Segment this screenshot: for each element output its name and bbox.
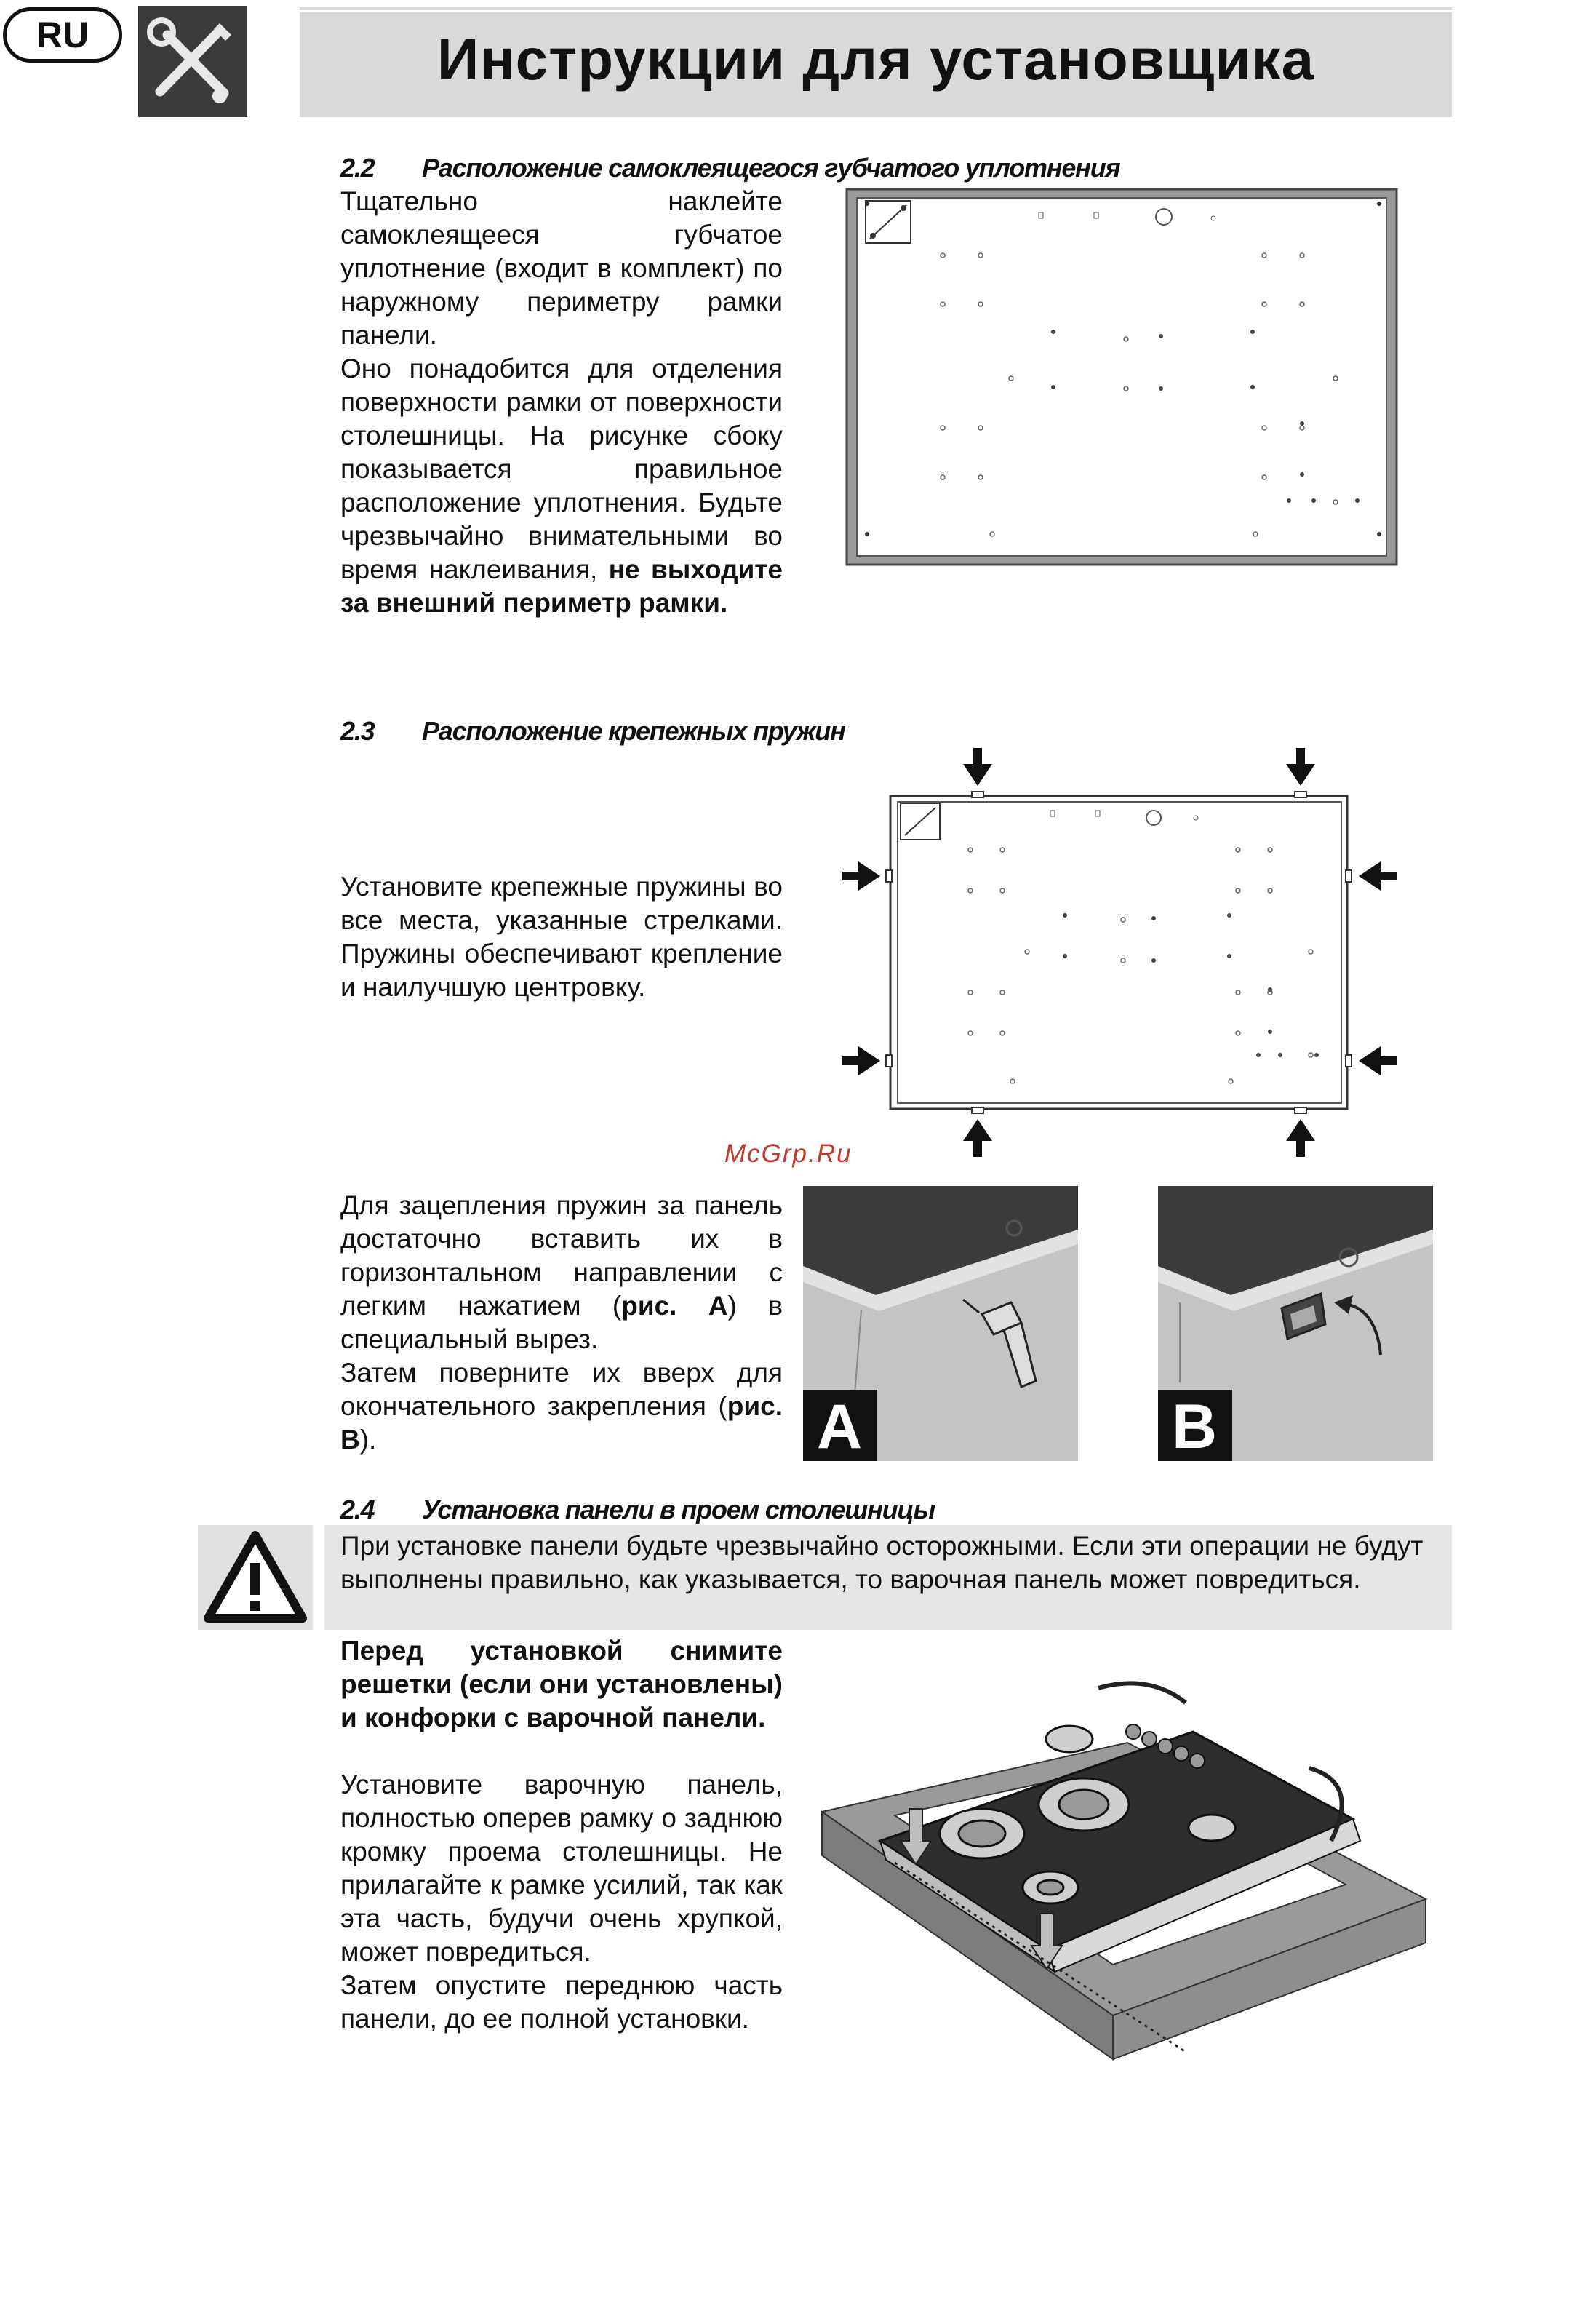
arrow-down-icon	[963, 748, 992, 786]
paragraph: Установите варочную панель, полностью оперев рамку о заднюю кромку проема столешницы. Не прилагайте к рамке усилий, так как эта часть, будучи очень хрупкой, может повредиться.	[340, 1770, 783, 1967]
arrow-left-icon	[1359, 1046, 1397, 1075]
paragraph: Оно понадобится для отделения поверхности рамки от поверхности столешницы. На рисунке сбоку показывается правильное расположение уплотнения. Будьте чрезвычайно внимательными во время наклеивания, не выходите за внешний периметр рамки.	[340, 354, 783, 618]
springs-frame-diagram	[841, 745, 1401, 1158]
section-heading-2-2	[340, 153, 1432, 183]
warning-icon-box	[198, 1525, 313, 1630]
figure-reference: рис. A	[621, 1291, 728, 1321]
paragraph: Тщательно наклейте самоклеящееся губчатое уплотнение (входит в комплект) по наружному периметру рамки панели.	[340, 186, 783, 350]
paragraph: Затем опустите переднюю часть панели, до ее полной установки.	[340, 1970, 783, 2034]
photo-a	[803, 1186, 1078, 1461]
paragraph: Для зацепления пружин за панель достаточно вставить их в горизонтальном направлении с легким нажатием (рис. A) в специальный вырез.	[340, 1190, 783, 1354]
gasket-frame-diagram	[844, 186, 1401, 569]
page-title: Инструкции для установщика	[436, 27, 1315, 92]
paragraph: Затем поверните их вверх для окончательного закрепления (рис. B).	[340, 1358, 783, 1455]
section-number: 2.3	[340, 716, 375, 746]
paragraph: Установите крепежные пружины во все места, указанные стрелками. Пружины обеспечивают крепление и наилучшую центровку.	[340, 872, 783, 1002]
header-bar	[300, 7, 1452, 117]
photo-b-label: B	[1171, 1392, 1218, 1461]
language-badge	[3, 7, 122, 63]
bold-warning-text: не выходите за внешний периметр рамки.	[340, 554, 783, 618]
warning-icon	[198, 1525, 313, 1630]
photo-a-label: A	[816, 1392, 863, 1461]
section-title: Расположение крепежных пружин	[422, 716, 845, 746]
bold-note: Перед установкой снимите решетки (если они установлены) и конфорки с варочной панели.	[340, 1636, 783, 1732]
section-title: Установка панели в проем столешницы	[422, 1495, 935, 1524]
arrow-down-icon	[1286, 748, 1315, 786]
section-number: 2.2	[340, 153, 375, 183]
arrow-right-icon	[842, 861, 880, 891]
section-2-4-text	[340, 1634, 783, 2036]
hob-installation-illustration	[807, 1674, 1448, 2081]
arrow-right-icon	[842, 1046, 880, 1075]
arrow-up-icon	[1286, 1119, 1315, 1157]
tools-icon	[138, 6, 247, 117]
section-heading-2-4	[340, 1495, 1432, 1525]
section-number: 2.4	[340, 1495, 375, 1524]
watermark: McGrp.Ru	[724, 1139, 853, 1168]
arrow-up-icon	[963, 1119, 992, 1157]
warning-text: При установке панели будьте чрезвычайно осторожными. Если эти операции не будут выполнены правильно, как указывается, то варочная панель может повредиться.	[340, 1531, 1424, 1594]
section-2-3-text-2	[340, 1189, 783, 1457]
section-2-2-text	[340, 185, 783, 620]
language-badge-label: RU	[36, 15, 89, 55]
section-2-3-text-1	[340, 870, 783, 1004]
section-title: Расположение самоклеящегося губчатого уплотнения	[422, 153, 1120, 183]
arrow-left-icon	[1359, 861, 1397, 891]
figure-reference: рис. B	[340, 1391, 783, 1455]
photo-b	[1158, 1186, 1433, 1461]
warning-box	[324, 1525, 1452, 1630]
section-heading-2-3	[340, 716, 1432, 747]
